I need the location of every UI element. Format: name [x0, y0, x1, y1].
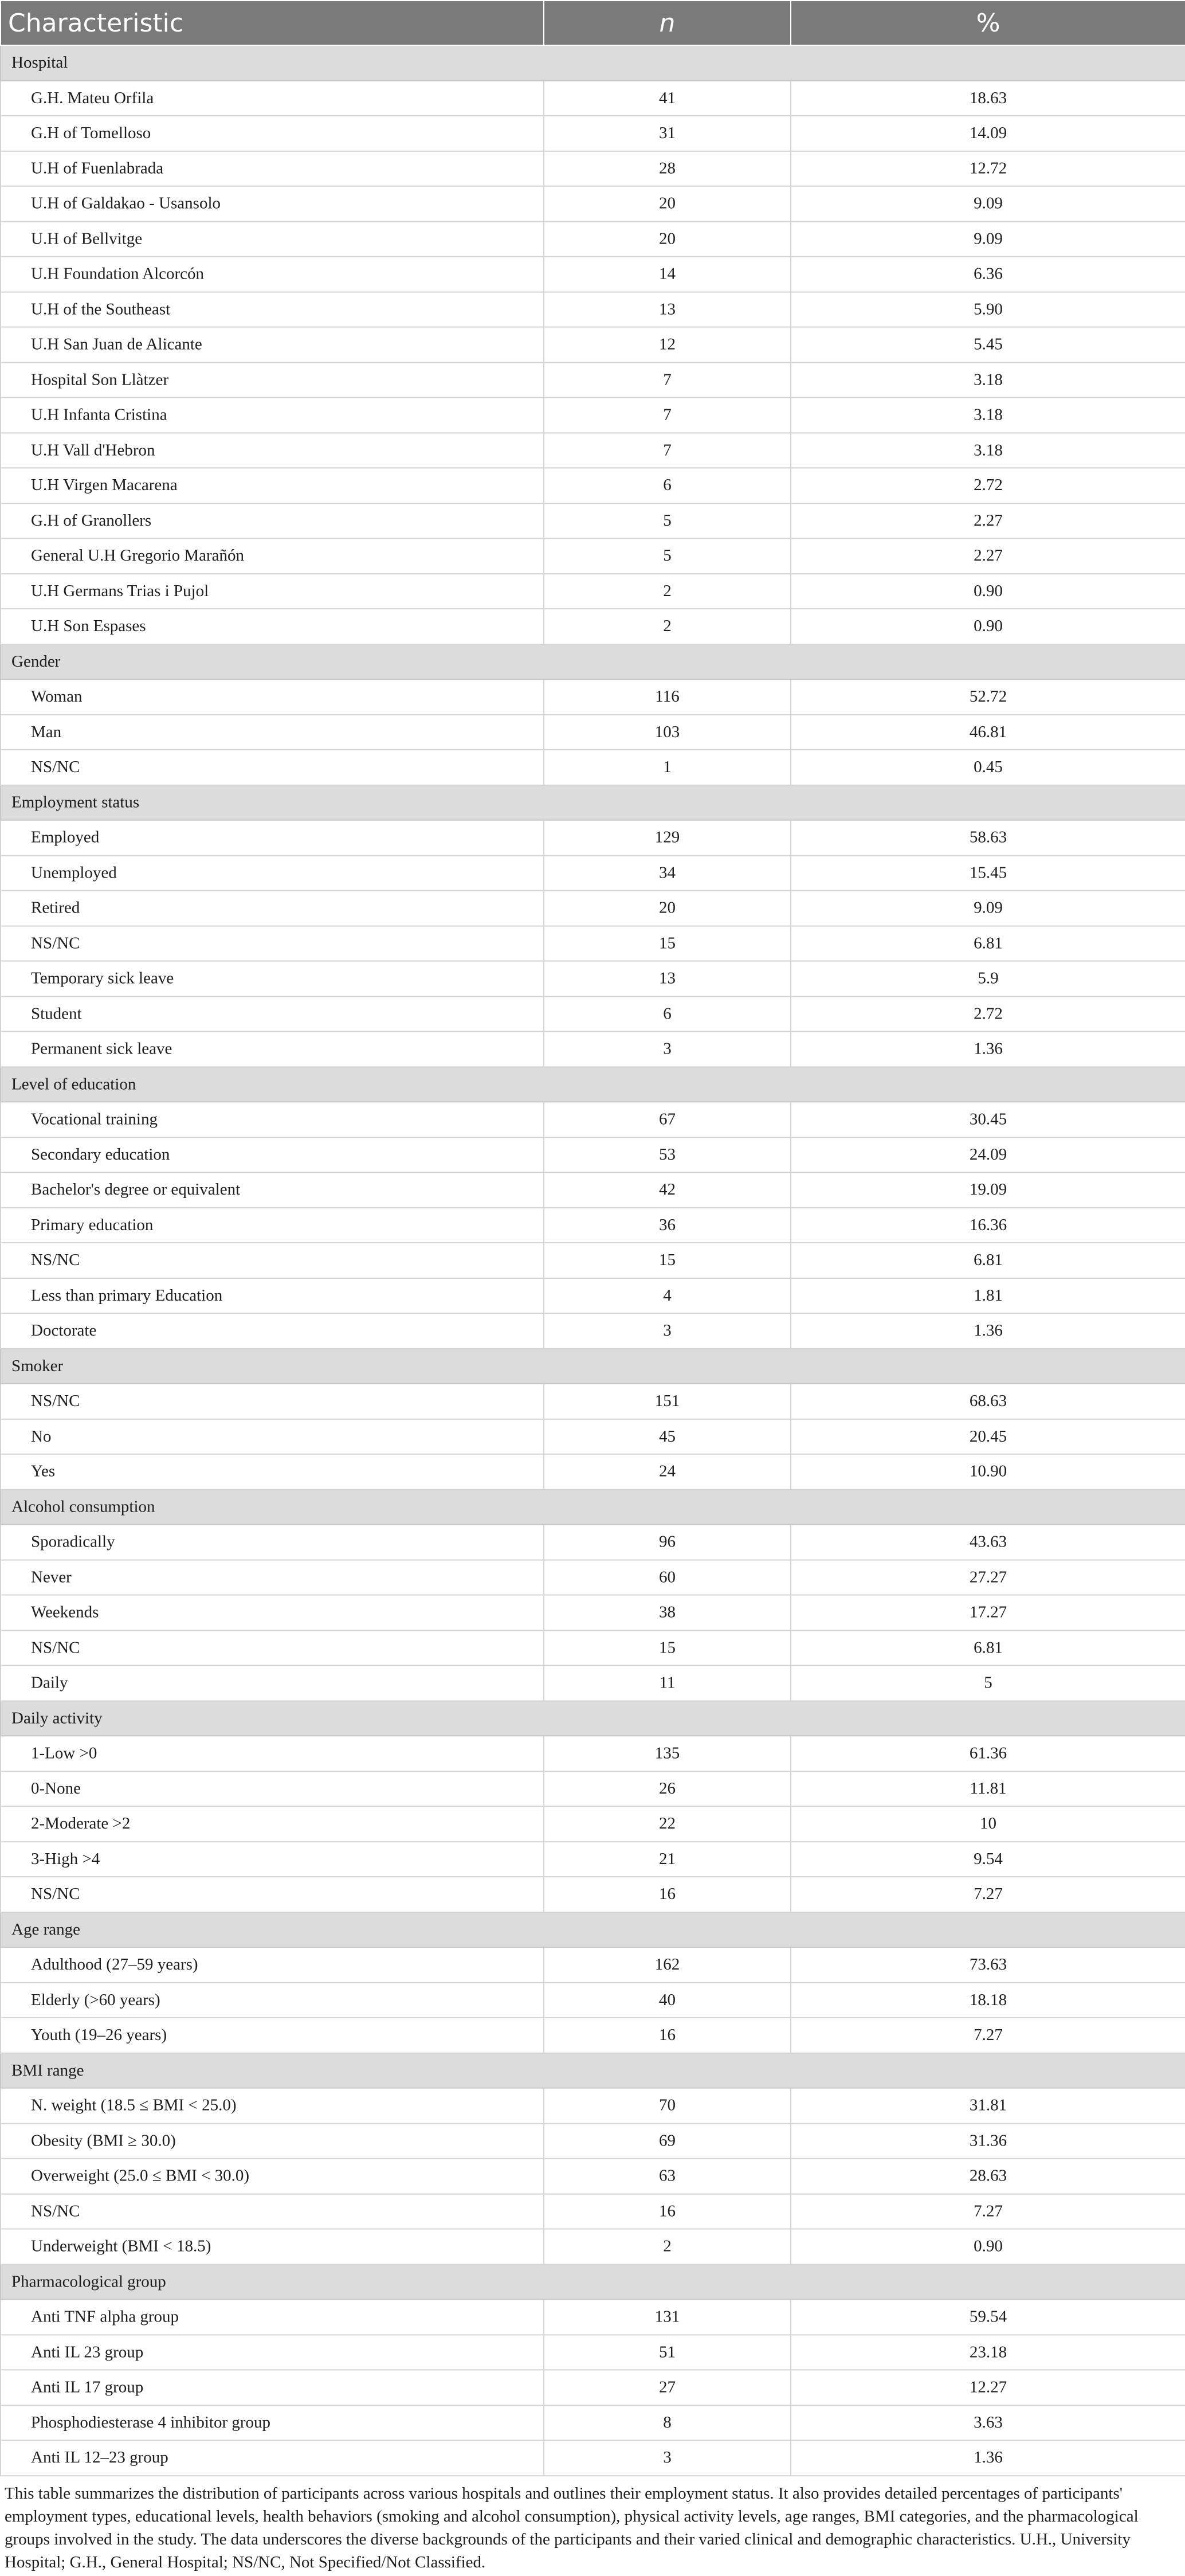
percent-cell: 17.27 [791, 1595, 1185, 1630]
table-row [1, 538, 1185, 573]
group-title: Alcohol consumption [1, 1489, 1185, 1524]
table-row [1, 2018, 1185, 2053]
table-row [1, 1665, 1185, 1700]
n-cell: 7 [544, 433, 791, 468]
table-row [1, 2405, 1185, 2440]
n-cell: 2 [544, 609, 791, 644]
n-cell: 5 [544, 503, 791, 538]
table-row [1, 362, 1185, 397]
n-cell: 27 [544, 2370, 791, 2405]
characteristic-cell: 2-Moderate >2 [1, 1806, 544, 1841]
table-row [1, 292, 1185, 327]
n-cell: 2 [544, 574, 791, 609]
percent-cell: 3.18 [791, 362, 1185, 397]
n-cell: 36 [544, 1208, 791, 1243]
n-cell: 13 [544, 961, 791, 996]
n-cell: 151 [544, 1384, 791, 1419]
percent-cell: 59.54 [791, 2299, 1185, 2334]
n-cell: 6 [544, 996, 791, 1031]
characteristic-cell: Obesity (BMI ≥ 30.0) [1, 2123, 544, 2158]
group-row [1, 785, 1185, 820]
percent-cell: 14.09 [791, 116, 1185, 151]
n-cell: 31 [544, 116, 791, 151]
group-title: Pharmacological group [1, 2264, 1185, 2299]
group-row [1, 45, 1185, 80]
table-header [1, 1, 1185, 45]
table-row [1, 1102, 1185, 1137]
percent-cell: 1.36 [791, 1031, 1185, 1066]
percent-cell: 10 [791, 1806, 1185, 1841]
n-cell: 129 [544, 820, 791, 855]
table-row [1, 1736, 1185, 1771]
characteristic-cell: Anti IL 23 group [1, 2335, 544, 2370]
n-cell: 67 [544, 1102, 791, 1137]
n-cell: 16 [544, 1877, 791, 1912]
n-cell: 38 [544, 1595, 791, 1630]
percent-cell: 0.90 [791, 2229, 1185, 2264]
group-row [1, 644, 1185, 679]
characteristic-cell: G.H. Mateu Orfila [1, 80, 544, 115]
n-cell: 21 [544, 1842, 791, 1877]
group-row [1, 1701, 1185, 1736]
table-row [1, 1806, 1185, 1841]
percent-cell: 1.81 [791, 1278, 1185, 1313]
group-row [1, 1348, 1185, 1383]
group-row [1, 1489, 1185, 1524]
group-row [1, 2053, 1185, 2088]
characteristic-cell: Anti IL 17 group [1, 2370, 544, 2405]
characteristic-cell: Weekends [1, 1595, 544, 1630]
characteristic-cell: Retired [1, 891, 544, 926]
percent-cell: 3.63 [791, 2405, 1185, 2440]
table-row [1, 855, 1185, 890]
percent-cell: 6.36 [791, 257, 1185, 292]
table-row [1, 1630, 1185, 1665]
characteristic-cell: General U.H Gregorio Marañón [1, 538, 544, 573]
percent-cell: 6.81 [791, 1630, 1185, 1665]
n-cell: 16 [544, 2018, 791, 2053]
percent-cell: 20.45 [791, 1419, 1185, 1454]
group-title: Age range [1, 1912, 1185, 1947]
table-row [1, 2370, 1185, 2405]
percent-cell: 9.09 [791, 221, 1185, 256]
percent-cell: 5.45 [791, 327, 1185, 362]
n-cell: 3 [544, 2440, 791, 2475]
group-title: BMI range [1, 2053, 1185, 2088]
table-row [1, 714, 1185, 749]
table-row [1, 1560, 1185, 1595]
table-row [1, 1419, 1185, 1454]
table-row [1, 397, 1185, 432]
characteristic-cell: Employed [1, 820, 544, 855]
table-row [1, 750, 1185, 785]
percent-cell: 6.81 [791, 1243, 1185, 1278]
percent-cell: 9.09 [791, 186, 1185, 221]
characteristic-cell: Student [1, 996, 544, 1031]
percent-cell: 1.36 [791, 2440, 1185, 2475]
n-cell: 3 [544, 1031, 791, 1066]
percent-cell: 46.81 [791, 714, 1185, 749]
percent-cell: 18.18 [791, 1982, 1185, 2017]
characteristic-cell: U.H Vall d'Hebron [1, 433, 544, 468]
characteristic-cell: N. weight (18.5 ≤ BMI < 25.0) [1, 2088, 544, 2123]
n-cell: 14 [544, 257, 791, 292]
characteristic-cell: U.H of Galdakao - Usansolo [1, 186, 544, 221]
n-cell: 40 [544, 1982, 791, 2017]
group-title: Level of education [1, 1067, 1185, 1102]
table-row [1, 327, 1185, 362]
percent-cell: 6.81 [791, 926, 1185, 961]
n-cell: 96 [544, 1525, 791, 1560]
characteristic-cell: U.H San Juan de Alicante [1, 327, 544, 362]
n-cell: 51 [544, 2335, 791, 2370]
table-row [1, 80, 1185, 115]
percent-cell: 27.27 [791, 1560, 1185, 1595]
percent-cell: 7.27 [791, 1877, 1185, 1912]
n-cell: 63 [544, 2159, 791, 2194]
group-row [1, 1912, 1185, 1947]
n-cell: 2 [544, 2229, 791, 2264]
characteristic-cell: NS/NC [1, 1243, 544, 1278]
characteristic-cell: G.H of Granollers [1, 503, 544, 538]
table-row [1, 2229, 1185, 2264]
header-percent: % [791, 1, 1185, 45]
table-row [1, 1278, 1185, 1313]
percent-cell: 15.45 [791, 855, 1185, 890]
percent-cell: 58.63 [791, 820, 1185, 855]
characteristic-cell: Anti TNF alpha group [1, 2299, 544, 2334]
table-row [1, 996, 1185, 1031]
percent-cell: 1.36 [791, 1313, 1185, 1348]
percent-cell: 2.27 [791, 503, 1185, 538]
characteristic-cell: Overweight (25.0 ≤ BMI < 30.0) [1, 2159, 544, 2194]
characteristic-cell: Primary education [1, 1208, 544, 1243]
characteristic-cell: Youth (19–26 years) [1, 2018, 544, 2053]
n-cell: 6 [544, 468, 791, 503]
characteristic-cell: Unemployed [1, 855, 544, 890]
percent-cell: 12.27 [791, 2370, 1185, 2405]
percent-cell: 30.45 [791, 1102, 1185, 1137]
table-row [1, 1313, 1185, 1348]
n-cell: 13 [544, 292, 791, 327]
table-row [1, 2123, 1185, 2158]
table-row [1, 2194, 1185, 2229]
characteristic-cell: Elderly (>60 years) [1, 1982, 544, 2017]
characteristic-cell: 3-High >4 [1, 1842, 544, 1877]
table-row [1, 1771, 1185, 1806]
table-row [1, 820, 1185, 855]
n-cell: 16 [544, 2194, 791, 2229]
n-cell: 15 [544, 1630, 791, 1665]
table-row [1, 1208, 1185, 1243]
percent-cell: 24.09 [791, 1137, 1185, 1172]
n-cell: 41 [544, 80, 791, 115]
n-cell: 3 [544, 1313, 791, 1348]
characteristic-cell: G.H of Tomelloso [1, 116, 544, 151]
group-row [1, 1067, 1185, 1102]
n-cell: 11 [544, 1665, 791, 1700]
characteristic-cell: Vocational training [1, 1102, 544, 1137]
table-row [1, 116, 1185, 151]
n-cell: 20 [544, 221, 791, 256]
table-row [1, 926, 1185, 961]
n-cell: 26 [544, 1771, 791, 1806]
characteristic-cell: No [1, 1419, 544, 1454]
percent-cell: 31.36 [791, 2123, 1185, 2158]
table-row [1, 503, 1185, 538]
characteristic-cell: U.H Infanta Cristina [1, 397, 544, 432]
n-cell: 42 [544, 1172, 791, 1207]
percent-cell: 2.27 [791, 538, 1185, 573]
characteristic-cell: U.H of Bellvitge [1, 221, 544, 256]
n-cell: 34 [544, 855, 791, 890]
n-cell: 116 [544, 679, 791, 714]
percent-cell: 2.72 [791, 996, 1185, 1031]
table-row [1, 1877, 1185, 1912]
n-cell: 12 [544, 327, 791, 362]
n-cell: 20 [544, 891, 791, 926]
n-cell: 53 [544, 1137, 791, 1172]
percent-cell: 5.9 [791, 961, 1185, 996]
n-cell: 5 [544, 538, 791, 573]
characteristic-cell: Secondary education [1, 1137, 544, 1172]
group-title: Employment status [1, 785, 1185, 820]
characteristic-cell: Daily [1, 1665, 544, 1700]
characteristic-cell: 0-None [1, 1771, 544, 1806]
characteristic-cell: Yes [1, 1454, 544, 1489]
table-row [1, 2299, 1185, 2334]
table-row [1, 891, 1185, 926]
characteristic-cell: Temporary sick leave [1, 961, 544, 996]
percent-cell: 28.63 [791, 2159, 1185, 2194]
percent-cell: 12.72 [791, 151, 1185, 186]
header-row [1, 1, 1185, 45]
n-cell: 20 [544, 186, 791, 221]
table-caption: This table summarizes the distribution of participants across various hospitals and outlines their employment status. It also provides detailed percentages of participants' employment types, educational levels, health behaviors (smoking and alcohol consumption), physical activity levels, age ranges, BMI categories, and the pharmacological groups involved in the study. The data underscores the diverse backgrounds of the participants and their varied clinical and demographic characteristics. U.H., University Hospital; G.H., General Hospital; NS/NC, Not Specified/Not Classified. [5, 2484, 1139, 2571]
percent-cell: 7.27 [791, 2194, 1185, 2229]
percent-cell: 0.45 [791, 750, 1185, 785]
n-cell: 4 [544, 1278, 791, 1313]
percent-cell: 52.72 [791, 679, 1185, 714]
characteristic-cell: U.H Germans Trias i Pujol [1, 574, 544, 609]
percent-cell: 23.18 [791, 2335, 1185, 2370]
n-cell: 15 [544, 1243, 791, 1278]
percent-cell: 0.90 [791, 609, 1185, 644]
n-cell: 69 [544, 2123, 791, 2158]
percent-cell: 0.90 [791, 574, 1185, 609]
percent-cell: 3.18 [791, 397, 1185, 432]
percent-cell: 9.09 [791, 891, 1185, 926]
n-cell: 131 [544, 2299, 791, 2334]
table-row [1, 609, 1185, 644]
table-row [1, 1454, 1185, 1489]
table-row [1, 221, 1185, 256]
table-row [1, 679, 1185, 714]
characteristic-cell: NS/NC [1, 750, 544, 785]
table-row [1, 1172, 1185, 1207]
table-row [1, 2159, 1185, 2194]
table-row [1, 186, 1185, 221]
table-row [1, 574, 1185, 609]
percent-cell: 68.63 [791, 1384, 1185, 1419]
n-cell: 7 [544, 397, 791, 432]
characteristic-cell: Anti IL 12–23 group [1, 2440, 544, 2475]
percent-cell: 3.18 [791, 433, 1185, 468]
n-cell: 24 [544, 1454, 791, 1489]
table-row [1, 468, 1185, 503]
n-cell: 15 [544, 926, 791, 961]
group-row [1, 2264, 1185, 2299]
characteristic-cell: Hospital Son Llàtzer [1, 362, 544, 397]
characteristic-cell: U.H of Fuenlabrada [1, 151, 544, 186]
characteristic-cell: Bachelor's degree or equivalent [1, 1172, 544, 1207]
n-cell: 70 [544, 2088, 791, 2123]
characteristic-cell: Never [1, 1560, 544, 1595]
percent-cell: 19.09 [791, 1172, 1185, 1207]
percent-cell: 9.54 [791, 1842, 1185, 1877]
characteristic-cell: Adulthood (27–59 years) [1, 1947, 544, 1982]
characteristic-cell: Sporadically [1, 1525, 544, 1560]
percent-cell: 18.63 [791, 80, 1185, 115]
table-row [1, 2335, 1185, 2370]
table-row [1, 257, 1185, 292]
characteristic-cell: NS/NC [1, 1877, 544, 1912]
table-row [1, 1982, 1185, 2017]
percent-cell: 73.63 [791, 1947, 1185, 1982]
characteristic-cell: Phosphodiesterase 4 inhibitor group [1, 2405, 544, 2440]
characteristic-cell: Man [1, 714, 544, 749]
characteristic-cell: U.H Virgen Macarena [1, 468, 544, 503]
characteristic-cell: 1-Low >0 [1, 1736, 544, 1771]
table-row [1, 961, 1185, 996]
table-row [1, 1595, 1185, 1630]
n-cell: 60 [544, 1560, 791, 1595]
table-row [1, 1031, 1185, 1066]
n-cell: 45 [544, 1419, 791, 1454]
table-row [1, 1525, 1185, 1560]
percent-cell: 31.81 [791, 2088, 1185, 2123]
percent-cell: 11.81 [791, 1771, 1185, 1806]
n-cell: 162 [544, 1947, 791, 1982]
table-row [1, 2088, 1185, 2123]
percent-cell: 5.90 [791, 292, 1185, 327]
table-row [1, 1137, 1185, 1172]
percent-cell: 5 [791, 1665, 1185, 1700]
group-title: Smoker [1, 1348, 1185, 1383]
n-cell: 8 [544, 2405, 791, 2440]
characteristic-cell: NS/NC [1, 1630, 544, 1665]
percent-cell: 43.63 [791, 1525, 1185, 1560]
group-title: Hospital [1, 45, 1185, 80]
n-cell: 135 [544, 1736, 791, 1771]
percent-cell: 16.36 [791, 1208, 1185, 1243]
characteristic-cell: Doctorate [1, 1313, 544, 1348]
characteristic-cell: NS/NC [1, 926, 544, 961]
n-cell: 103 [544, 714, 791, 749]
table-row [1, 1842, 1185, 1877]
characteristic-cell: U.H Son Espases [1, 609, 544, 644]
n-cell: 1 [544, 750, 791, 785]
characteristic-cell: Less than primary Education [1, 1278, 544, 1313]
percent-cell: 2.72 [791, 468, 1185, 503]
percent-cell: 61.36 [791, 1736, 1185, 1771]
characteristic-cell: NS/NC [1, 2194, 544, 2229]
characteristic-cell: U.H Foundation Alcorcón [1, 257, 544, 292]
table-row [1, 1243, 1185, 1278]
n-cell: 22 [544, 1806, 791, 1841]
table-row [1, 2440, 1185, 2475]
table-row [1, 433, 1185, 468]
header-n: n [544, 1, 791, 45]
percent-cell: 7.27 [791, 2018, 1185, 2053]
n-cell: 7 [544, 362, 791, 397]
table-row [1, 1384, 1185, 1419]
percent-cell: 10.90 [791, 1454, 1185, 1489]
characteristic-cell: NS/NC [1, 1384, 544, 1419]
header-characteristic: Characteristic [1, 1, 544, 45]
characteristic-cell: Woman [1, 679, 544, 714]
table-row [1, 1947, 1185, 1982]
table-body [1, 45, 1185, 2476]
group-title: Daily activity [1, 1701, 1185, 1736]
characteristic-cell: Underweight (BMI < 18.5) [1, 2229, 544, 2264]
group-title: Gender [1, 644, 1185, 679]
characteristic-cell: Permanent sick leave [1, 1031, 544, 1066]
characteristic-cell: U.H of the Southeast [1, 292, 544, 327]
n-cell: 28 [544, 151, 791, 186]
table-row [1, 151, 1185, 186]
